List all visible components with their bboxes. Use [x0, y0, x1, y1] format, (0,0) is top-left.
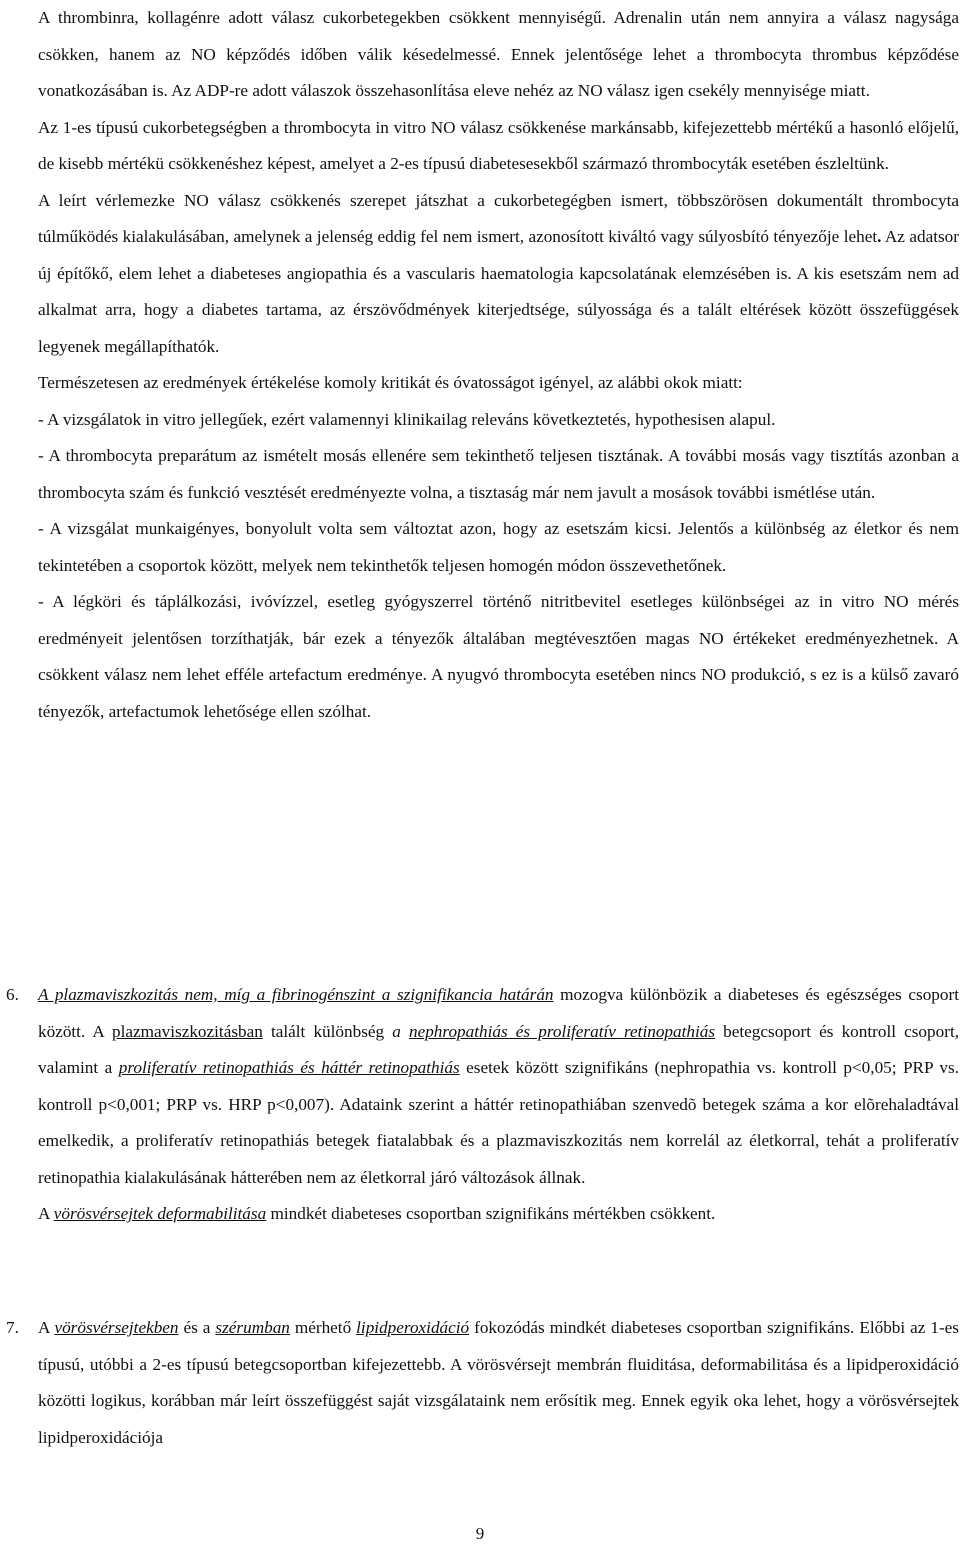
paragraph-text: Az adatsor új építőkő, elem lehet a diabeteses angiopathia és a vascularis haematologia kapcsolatának elemzésében is. A kis esetszám nem ad alkalmat arra, hogy a diabetes tartama, az érszövődmények kiterjedtsége, súlyossága és a talált eltérések között összefüggések legyenek megállapíthatók. — [38, 227, 959, 356]
emphasis-rbc-deformability: vörösvérsejtek deformabilitása — [53, 1204, 267, 1223]
bullet-in-vitro: - A vizsgálatok in vitro jellegűek, ezért valamennyi klinikailag releváns következtetés, hypothesisen alapul. — [38, 409, 776, 429]
numbered-item-7 — [6, 1310, 959, 1456]
page-number: 9 — [475, 1524, 485, 1543]
text-run: fokozódás mindkét diabeteses csoportban szignifikáns. Előbbi az 1-es típusú, utóbbi a 2-es típusú betegcsoportban kifejezettebb. A vörösvérsejt membrán fluiditása, deformabilitása és a lipidperoxidáció közötti logikus, korábban már leírt összefüggést saját vizsgálataink nem erősítik meg. Ennek egyik oka lehet, hogy a vörösvérsejtek lipidperoxidációja — [38, 1318, 959, 1447]
emphasis-rbc: vörösvérsejtekben — [54, 1318, 179, 1337]
text-run: A — [38, 1204, 54, 1223]
text-run: mérhető — [289, 1318, 357, 1337]
emphasis-serum: szérumban — [215, 1318, 290, 1337]
text-run: talált különbség — [262, 1021, 393, 1041]
text-run: és a — [178, 1318, 216, 1337]
text-run: betegcsoport és kontroll csoport, valamint a — [38, 1021, 960, 1077]
paragraph-type1-diabetes: Az 1-es típusú cukorbetegségben a thrombocyta in vitro NO válasz csökkenése markánsabb, kifejezettebb mértékű a hasonló előjelű, de kisebb mértékü csökkenéshez képest, amelyet a 2-es típusú diabetesesekből származó thrombocyták esetében észleltünk. — [38, 117, 959, 173]
text-run: A — [38, 1318, 55, 1337]
bold-period: . — [877, 227, 882, 246]
item-7-paragraph — [38, 1310, 959, 1456]
text-run: mozogva különbözik a diabeteses és egészséges csoport között. A — [38, 985, 959, 1041]
item-6-paragraph — [38, 977, 959, 1196]
paragraph-criticism-intro: Természetesen az eredmények értékelése komoly kritikát és óvatosságot igényel, az alábbi okok miatt: — [38, 373, 743, 392]
text-run: esetek között szignifikáns (nephropathia vs. kontroll p<0,05; PRP vs. kontroll p<0,001; PRP vs. HRP p<0,007). Adataink szerint a háttér retinopathiában szenvedõ betegek száma a kor elõrehaladtával emelkedik, a proliferatív retinopathiás betegek fiatalabbak és a plazmaviszkozitás nem korrelál az életkorral, tehát a proliferatív retinopathia kialakulásának hátterében nem az életkorral járó változások állnak. — [38, 1058, 959, 1187]
paragraph-thrombin-response: A thrombinra, kollagénre adott válasz cukorbetegekben csökkent mennyiségű. Adrenalin után nem annyira a válasz nagysága csökken, hanem az NO képződés időben válik késedelmessé. Ennek jelentősége lehet a thrombocyta thrombus képződése vonatkozásában is. Az ADP-re adott válaszok összehasonlítása eleve nehéz az NO válasz igen csekély mennyisége miatt. — [38, 8, 959, 100]
body-text-top — [38, 0, 959, 730]
numbered-item-6 — [6, 977, 960, 1233]
emphasis-nephropathy-retinopathy: nephropathiás és proliferatív retinopathiás — [408, 1021, 716, 1041]
item-number: 6. — [6, 985, 19, 1004]
bullet-small-sample: - A vizsgálat munkaigényes, bonyolult volta sem változtat azon, hogy az esetszám kicsi. Jelentős a különbség az életkor és nem tekintetében a csoportok között, melyek nem tekinthetők teljesen homogén módon összevethetőnek. — [38, 519, 959, 575]
underlined-term: plazmaviszkozitásban — [112, 1021, 263, 1041]
paragraph-platelet-hyperfunction — [38, 183, 959, 366]
emphasis-retinopathy-types: proliferatív retinopathiás és háttér retinopathiás — [118, 1058, 460, 1077]
emphasis-plasma-viscosity: A plazmaviszkozitás nem, míg a fibrinogénszint a szignifikancia határán — [38, 985, 554, 1004]
italic-text: a — [392, 1021, 409, 1041]
item-number: 7. — [6, 1318, 19, 1337]
emphasis-lipid-peroxidation: lipidperoxidáció — [356, 1318, 470, 1337]
paragraph-text: A leírt vérlemezke NO válasz csökkenés szerepet játszhat a cukorbetegégben ismert, többszörösen dokumentált thrombocyta túlműködés kialakulásában, amelynek a jelenség eddig fel nem ismert, azonosított kiváltó vagy súlyosbító tényezője lehet — [38, 190, 959, 246]
bullet-preparation-purity: - A thrombocyta preparátum az ismételt mosás ellenére sem tekinthető teljesen tisztának. A további mosás vagy tisztítás azonban a thrombocyta szám és funkció vesztését eredményezte volna, a tisztaság már nem javult a mosások további ismétlése után. — [38, 446, 959, 502]
item-6-rbc-sentence — [38, 1196, 959, 1233]
text-run: mindkét diabeteses csoportban szignifikáns mértékben csökkent. — [266, 1204, 716, 1223]
bullet-nitrite-intake: - A légköri és táplálkozási, ivóvízzel, esetleg gyógyszerrel történő nitritbevitel esetleges különbségei az in vitro NO mérés eredményeit jelentősen torzíthatják, bár ezek a tényezők általában megtévesztően magas NO értékeket eredményezhetnek. A csökkent válasz nem lehet efféle artefactum eredménye. A nyugvó thrombocyta esetében nincs NO produkció, s ez is a külső zavaró tényezők, artefactumok lehetősége ellen szólhat. — [38, 592, 959, 721]
